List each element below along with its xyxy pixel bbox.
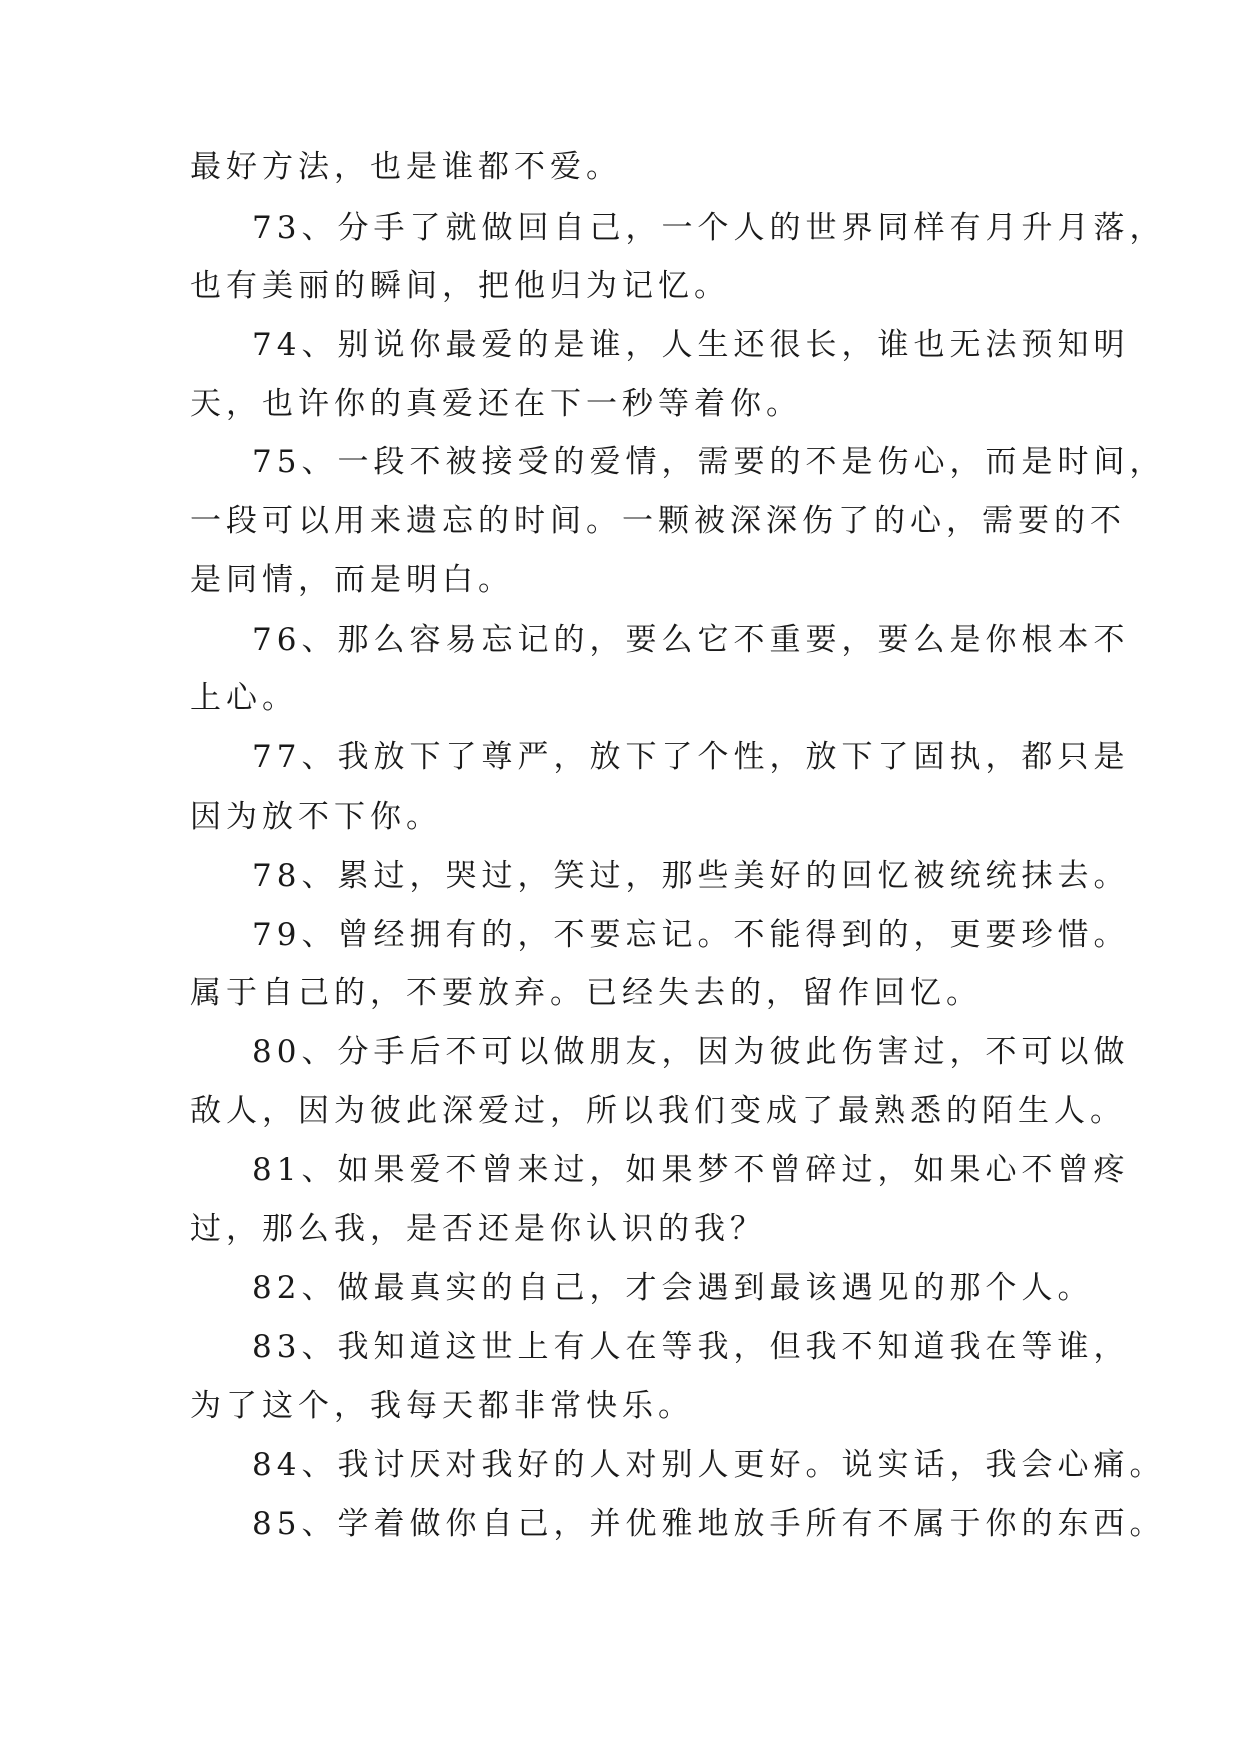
text-line: 76、那么容易忘记的，要么它不重要，要么是你根本不 bbox=[252, 622, 1130, 658]
text-line: 敌人，因为彼此深爱过，所以我们变成了最熟悉的陌生人。 bbox=[190, 1093, 1126, 1129]
text-line: 81、如果爱不曾来过，如果梦不曾碎过，如果心不曾疼 bbox=[252, 1152, 1130, 1188]
text-line: 上心。 bbox=[190, 680, 298, 716]
text-line: 是同情，而是明白。 bbox=[190, 562, 514, 598]
text-line: 过，那么我，是否还是你认识的我？ bbox=[190, 1211, 766, 1247]
text-line: 74、别说你最爱的是谁，人生还很长，谁也无法预知明 bbox=[252, 327, 1130, 363]
text-line: 79、曾经拥有的，不要忘记。不能得到的，更要珍惜。 bbox=[252, 917, 1130, 953]
text-line: 75、一段不被接受的爱情，需要的不是伤心，而是时间， bbox=[252, 444, 1166, 480]
text-line: 84、我讨厌对我好的人对别人更好。说实话，我会心痛。 bbox=[252, 1447, 1166, 1483]
text-line: 73、分手了就做回自己，一个人的世界同样有月升月落， bbox=[252, 210, 1166, 246]
text-line: 因为放不下你。 bbox=[190, 799, 442, 835]
text-line: 83、我知道这世上有人在等我，但我不知道我在等谁， bbox=[252, 1329, 1130, 1365]
text-line: 82、做最真实的自己，才会遇到最该遇见的那个人。 bbox=[252, 1270, 1094, 1306]
text-line: 78、累过，哭过，笑过，那些美好的回忆被统统抹去。 bbox=[252, 858, 1130, 894]
text-line: 属于自己的，不要放弃。已经失去的，留作回忆。 bbox=[190, 975, 982, 1011]
text-line: 77、我放下了尊严，放下了个性，放下了固执，都只是 bbox=[252, 739, 1130, 775]
text-line: 85、学着做你自己，并优雅地放手所有不属于你的东西。 bbox=[252, 1506, 1166, 1542]
text-line: 一段可以用来遗忘的时间。一颗被深深伤了的心，需要的不 bbox=[190, 503, 1126, 539]
text-line: 80、分手后不可以做朋友，因为彼此伤害过，不可以做 bbox=[252, 1034, 1130, 1070]
text-line: 天，也许你的真爱还在下一秒等着你。 bbox=[190, 386, 802, 422]
text-line: 最好方法，也是谁都不爱。 bbox=[190, 149, 622, 185]
text-line: 也有美丽的瞬间，把他归为记忆。 bbox=[190, 268, 730, 304]
text-line: 为了这个，我每天都非常快乐。 bbox=[190, 1388, 694, 1424]
